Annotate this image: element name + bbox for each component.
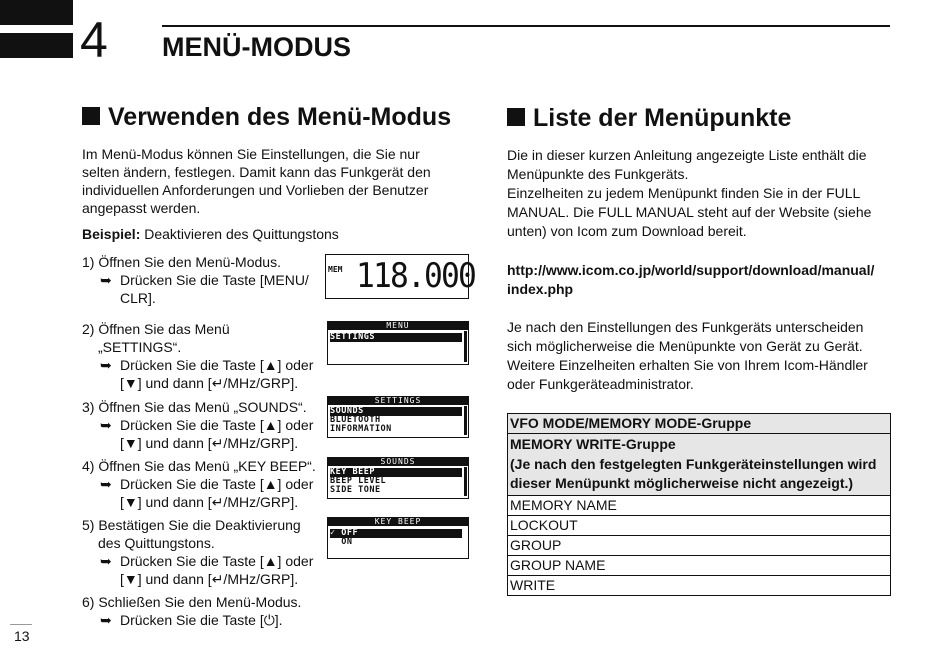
- lcd-menu-row: SOUNDS: [330, 407, 462, 416]
- substep-text: Drücken Sie die Taste [▲] oder: [120, 553, 314, 569]
- para-line: unten) von Icom zum Download bereit.: [507, 223, 747, 239]
- menu-items-table: [507, 413, 891, 596]
- lcd-title-bar: SETTINGS: [328, 397, 468, 405]
- example-label: Beispiel:: [82, 226, 141, 242]
- left-heading-text: Verwenden des Menü-Modus: [108, 103, 452, 131]
- step-line: 1) Öffnen Sie den Menü-Modus.: [82, 254, 281, 270]
- para-line: Einzelheiten zu jedem Menüpunkt finden Sie in der FULL: [507, 185, 861, 201]
- lcd-title-bar: SOUNDS: [328, 458, 468, 466]
- step-substep: [82, 475, 327, 493]
- lcd-title-bar: MENU: [328, 322, 468, 330]
- step-substep: [82, 416, 327, 434]
- lcd-frequency-display: [325, 254, 475, 299]
- url-line[interactable]: index.php: [507, 281, 574, 297]
- arrow-icon: ➥: [100, 476, 112, 492]
- arrow-icon: ➥: [100, 357, 112, 373]
- table-row: GROUP: [508, 535, 891, 555]
- intro-line: angepasst werden.: [82, 200, 201, 216]
- lcd-menu-row: BLUETOOTH: [330, 415, 381, 425]
- left-section-heading: [82, 102, 451, 132]
- intro-line: selten ändern, festlegen. Damit kann das Funkgerät den: [82, 164, 431, 180]
- substep-text: Drücken Sie die Taste [MENU/: [120, 272, 309, 288]
- url-line[interactable]: http://www.icom.co.jp/world/support/download/manual/: [507, 262, 875, 278]
- substep-text: [▼] und dann [↵/MHz/GRP].: [120, 571, 299, 587]
- step-line: 6) Schließen Sie den Menü-Modus.: [82, 594, 302, 610]
- right-para-2: [507, 318, 897, 394]
- chapter-tab-bar-bottom: [0, 33, 73, 58]
- square-bullet-icon: [82, 107, 100, 125]
- example-text: Deaktivieren des Quittungstons: [140, 226, 339, 242]
- para-line: oder Funkgeräteadministrator.: [507, 376, 694, 392]
- lcd-menu-row: SETTINGS: [330, 333, 462, 342]
- step-5: [82, 516, 327, 588]
- right-heading-text: Liste der Menüpunkte: [533, 104, 792, 132]
- lcd-scrollbar: [464, 467, 467, 496]
- lcd-mem-label: MEM: [328, 265, 343, 274]
- substep-text: Drücken Sie die Taste [⏻].: [120, 612, 283, 628]
- header-rule: [162, 25, 890, 27]
- step-substep-cont: [82, 493, 327, 511]
- page-number-rule: [10, 624, 32, 625]
- table-row: GROUP NAME: [508, 555, 891, 575]
- lcd-menu-row: ✓ OFF: [330, 529, 462, 538]
- substep-text: [▼] und dann [↵/MHz/GRP].: [120, 375, 299, 391]
- lcd-menu-row: KEY BEEP: [330, 468, 462, 477]
- intro-line: individuellen Anforderungen und Vorlieben der Benutzer: [82, 182, 429, 198]
- group-line: dieser Menüpunkt möglicherweise nicht angezeigt.): [510, 475, 854, 491]
- para-line: Je nach den Einstellungen des Funkgeräts unterscheiden: [507, 319, 864, 335]
- step-1: [82, 253, 327, 307]
- step-line: 2) Öffnen Sie das Menü: [82, 321, 230, 337]
- table-row: WRITE: [508, 575, 891, 595]
- step-3: [82, 398, 327, 452]
- lcd-menu-screen: [327, 321, 469, 365]
- para-line: Menüpunkte des Funkgeräts.: [507, 166, 689, 182]
- group-line: MEMORY WRITE-Gruppe: [510, 436, 676, 452]
- manual-url[interactable]: [507, 261, 874, 299]
- step-2: [82, 320, 327, 392]
- step-4: [82, 457, 327, 511]
- step-line: 3) Öffnen Sie das Menü „SOUNDS“.: [82, 399, 307, 415]
- arrow-icon: ➥: [100, 553, 112, 569]
- arrow-icon: ➥: [100, 612, 112, 628]
- lcd-title-bar: KEY BEEP: [328, 518, 468, 526]
- para-line: Die in dieser kurzen Anleitung angezeigte Liste enthält die: [507, 147, 867, 163]
- para-line: sich möglicherweise die Menüpunkte von Gerät zu Gerät.: [507, 338, 863, 354]
- lcd-menu-row: INFORMATION: [330, 424, 392, 434]
- substep-text: [▼] und dann [↵/MHz/GRP].: [120, 494, 299, 510]
- lcd-scrollbar: [464, 406, 467, 435]
- step-line: des Quittungstons.: [98, 535, 215, 551]
- lcd-menu-row: SIDE TONE: [330, 485, 381, 495]
- step-substep: [82, 611, 327, 629]
- intro-line: Im Menü-Modus können Sie Einstellungen, die Sie nur: [82, 146, 420, 162]
- step-substep-cont: [82, 289, 327, 307]
- right-section-heading: [507, 103, 791, 133]
- lcd-frequency-value: 118.000: [356, 256, 475, 296]
- lcd-keybeep-screen: [327, 517, 469, 559]
- step-substep: [82, 356, 327, 374]
- right-para-1: [507, 146, 897, 241]
- example-line: [82, 225, 339, 243]
- step-substep-cont: [82, 374, 327, 392]
- chapter-tab-bar-top: [0, 0, 73, 25]
- square-bullet-icon: [507, 108, 525, 126]
- group-line: (Je nach den festgelegten Funkgeräteinstellungen wird: [510, 455, 877, 472]
- chapter-number: 4: [80, 12, 108, 68]
- arrow-icon: ➥: [100, 417, 112, 433]
- step-line: 4) Öffnen Sie das Menü „KEY BEEP“.: [82, 458, 316, 474]
- step-line: „SETTINGS“.: [98, 339, 182, 355]
- table-row: LOCKOUT: [508, 515, 891, 535]
- page-number: 13: [14, 628, 30, 644]
- substep-text: CLR].: [120, 290, 156, 306]
- table-group-cell: [508, 434, 891, 496]
- step-substep-cont: [82, 434, 327, 452]
- step-substep: [82, 552, 327, 570]
- step-line: 5) Bestätigen Sie die Deaktivierung: [82, 517, 301, 533]
- step-substep: [82, 271, 327, 289]
- lcd-menu-row: ON: [330, 537, 353, 547]
- para-line: Weitere Einzelheiten erhalten Sie von Ihrem Icom-Händler: [507, 357, 868, 373]
- chapter-title: MENÜ-MODUS: [162, 32, 351, 62]
- lcd-settings-screen: [327, 396, 469, 438]
- substep-text: Drücken Sie die Taste [▲] oder: [120, 476, 314, 492]
- lcd-scrollbar: [464, 331, 467, 362]
- step-substep-cont: [82, 570, 327, 588]
- substep-text: [▼] und dann [↵/MHz/GRP].: [120, 435, 299, 451]
- table-row: MEMORY NAME: [508, 495, 891, 515]
- substep-text: Drücken Sie die Taste [▲] oder: [120, 357, 314, 373]
- left-intro-paragraph: [82, 145, 462, 217]
- arrow-icon: ➥: [100, 272, 112, 288]
- table-header-cell: VFO MODE/MEMORY MODE-Gruppe: [508, 414, 891, 434]
- step-6: [82, 593, 327, 629]
- para-line: MANUAL. Die FULL MANUAL steht auf der Website (siehe: [507, 204, 872, 220]
- lcd-sounds-screen: [327, 457, 469, 499]
- substep-text: Drücken Sie die Taste [▲] oder: [120, 417, 314, 433]
- lcd-menu-row: BEEP LEVEL: [330, 476, 387, 486]
